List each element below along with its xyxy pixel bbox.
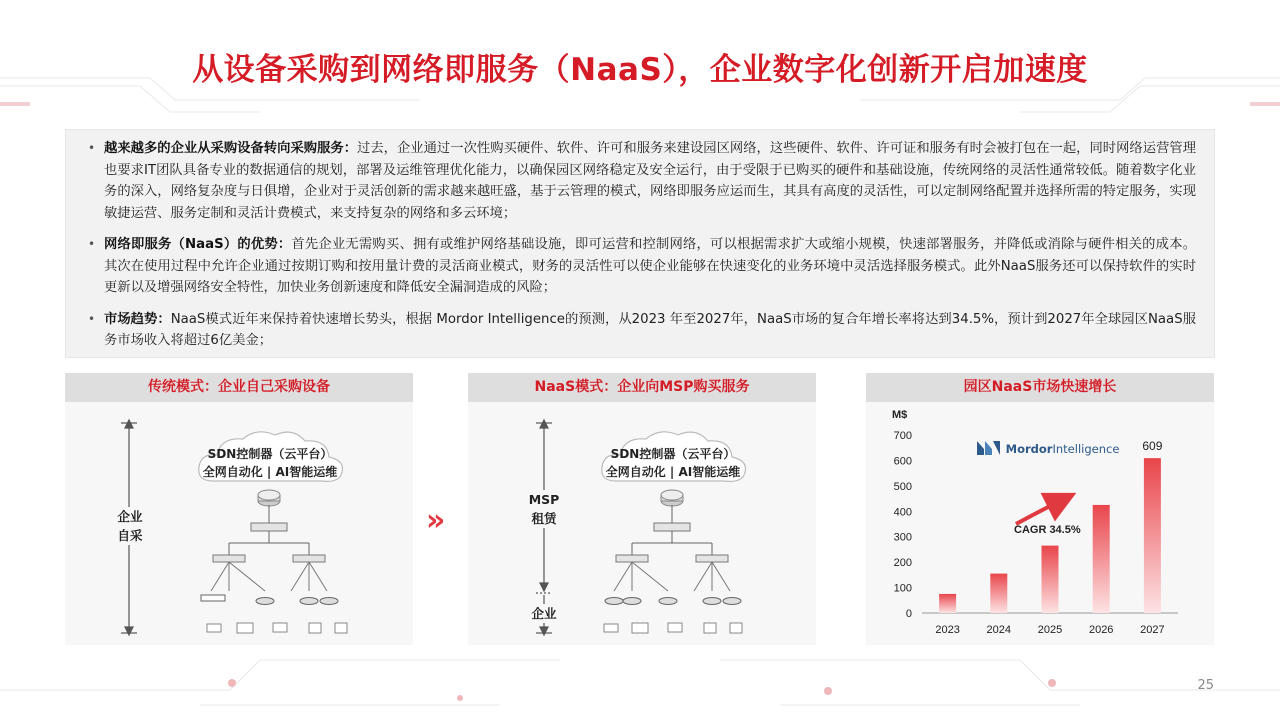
panel-header: 传统模式：企业自己采购设备 — [65, 373, 413, 402]
x-tick-label: 2026 — [1088, 624, 1114, 636]
camera-icon — [604, 624, 618, 632]
bullet-lead: 越来越多的企业从采购设备转向采购服务： — [104, 141, 358, 156]
access-point-icon — [659, 598, 677, 605]
mordor-intelligence-logo — [976, 440, 1119, 456]
bar-2025 — [1042, 546, 1059, 613]
bullet-lead: 网络即服务（NaaS）的优势： — [104, 237, 292, 252]
bullet-naas-advantages — [88, 234, 1196, 299]
x-tick-label: 2025 — [1037, 624, 1063, 636]
bar-2024 — [990, 574, 1007, 613]
phone-icon — [704, 623, 716, 633]
side-label — [113, 507, 147, 545]
access-point-icon — [723, 598, 741, 605]
cloud-line-2: 全网自动化 | AI智能运维 — [605, 465, 741, 479]
page-number: 25 — [1197, 678, 1214, 693]
aggregation-switch-icon — [616, 555, 648, 562]
msp-line-1: MSP — [528, 492, 560, 507]
panel-header: 园区NaaS市场快速增长 — [866, 373, 1214, 402]
side-line-1: 企业 — [117, 509, 143, 524]
naas-model-panel — [468, 373, 816, 645]
bullet-lead: 市场趋势： — [104, 311, 171, 327]
router-icon — [661, 490, 683, 506]
bar-2026 — [1093, 505, 1110, 613]
access-point-icon — [256, 598, 274, 605]
bullet-procurement-shift — [88, 138, 1196, 224]
desktop-icon — [237, 623, 253, 633]
bullet-text: 过去，企业通过一次性购买硬件、软件、许可和服务来建设园区网络，这些硬件、软件、许可证和服务有时会被打包在一起，同时网络运营管理也要求IT团队具备专业的数据通信的规划，部署及运维管理优化能力，以确保园区网络稳定及安全运行，由于受限于已购买的硬件和基础设施，传统网络的灵活性通常较低。随着数字化业务的深入，网络复杂度与日俱增，企业对于灵活创新的需求越来越旺盛，基于云管理的模式，网络即服务应运而生，其具有高度的灵活性，可以定制网络配置并选择所需的特定服务，实现敏捷运营、服务定制和灵活计费模式，来支持复杂的网络和多云环境； — [104, 141, 1197, 221]
laptop-icon — [668, 623, 682, 632]
tablet-icon — [730, 623, 742, 633]
y-tick-label: 100 — [893, 582, 912, 595]
core-switch-icon — [251, 523, 287, 531]
cloud-line-1: SDN控制器（云平台） — [610, 447, 736, 461]
laptop-icon — [273, 623, 287, 632]
core-switch-icon — [654, 523, 690, 531]
cloud-line-1: SDN控制器（云平台） — [207, 447, 333, 461]
bullet-text: 首先企业无需购买、拥有或维护网络基础设施，即可运营和控制网络，可以根据需求扩大或缩小规模，快速部署服务，并降低或消除与硬件相关的成本。 其次在使用过程中允许企业通过按期订购和按用量计费的灵活商业模式，财务的灵活性可以使企业能够在快速变化的业务环境中灵活选择服务模式。此外NaaS服务还可以保持软件的实时更新以及增强网络安全特性，加快业务创新速度和降低安全漏洞造成的风险； — [104, 237, 1196, 295]
logo-bold-text: Mordor — [1005, 442, 1053, 456]
x-tick-label: 2027 — [1140, 624, 1165, 636]
access-point-icon — [703, 598, 721, 605]
y-tick-label: 700 — [893, 430, 912, 442]
cloud-line-2: 全网自动化 | AI智能运维 — [202, 465, 338, 479]
x-tick-label: 2024 — [986, 624, 1012, 636]
enterprise-label: 企业 — [528, 604, 560, 623]
cagr-annotation: CAGR 34.5% — [1014, 524, 1081, 536]
tablet-icon — [335, 623, 347, 633]
msp-line-2: 租赁 — [531, 511, 557, 526]
y-tick-label: 400 — [893, 506, 912, 519]
summary-textbox — [65, 129, 1215, 358]
cagr-arrow — [1016, 500, 1062, 524]
bar-2023 — [939, 594, 956, 613]
access-switch-icon — [201, 595, 225, 601]
x-tick-label: 2023 — [935, 624, 960, 636]
phone-icon — [309, 623, 321, 633]
panel-header: NaaS模式：企业向MSP购买服务 — [468, 373, 816, 402]
y-tick-label: 200 — [893, 557, 912, 570]
traditional-model-panel — [65, 373, 413, 645]
bullet-text: NaaS模式近年来保持着快速增长势头，根据 Mordor Intelligence的预测，从2023 年至2027年，NaaS市场的复合年增长率将达到34.5%，预计到2027年全球园区NaaS服务市场收入将超过6亿美金； — [104, 311, 1196, 348]
chevron-right-icon: » — [426, 503, 438, 538]
y-tick-label: 500 — [893, 480, 912, 493]
y-axis-unit: M$ — [892, 409, 908, 421]
cloud-label — [573, 445, 773, 481]
mordor-intelligence-logo-icon — [976, 440, 1002, 456]
bar-2027 — [1144, 458, 1161, 613]
logo-rest-text: Intelligence — [1052, 442, 1120, 456]
cloud-label — [170, 445, 370, 481]
access-point-icon — [605, 598, 623, 605]
y-tick-label: 0 — [905, 608, 912, 620]
camera-icon — [207, 624, 221, 632]
side-line-2: 自采 — [117, 528, 143, 543]
router-icon — [258, 490, 280, 506]
aggregation-switch-icon — [213, 555, 245, 562]
page-title: 从设备采购到网络即服务（NaaS），企业数字化创新开启加速度 — [192, 52, 1088, 88]
access-point-icon — [300, 598, 318, 605]
access-point-icon — [320, 598, 338, 605]
y-tick-label: 300 — [893, 531, 912, 544]
y-tick-label: 600 — [893, 455, 912, 468]
access-point-icon — [623, 598, 641, 605]
data-label-2027: 609 — [1142, 439, 1163, 454]
network-topology-diagram — [468, 373, 816, 645]
aggregation-switch-icon — [293, 555, 325, 562]
bullet-market-trend — [88, 309, 1196, 352]
desktop-icon — [632, 623, 648, 633]
market-bar-chart — [866, 402, 1214, 645]
aggregation-switch-icon — [696, 555, 728, 562]
msp-label — [526, 490, 562, 528]
